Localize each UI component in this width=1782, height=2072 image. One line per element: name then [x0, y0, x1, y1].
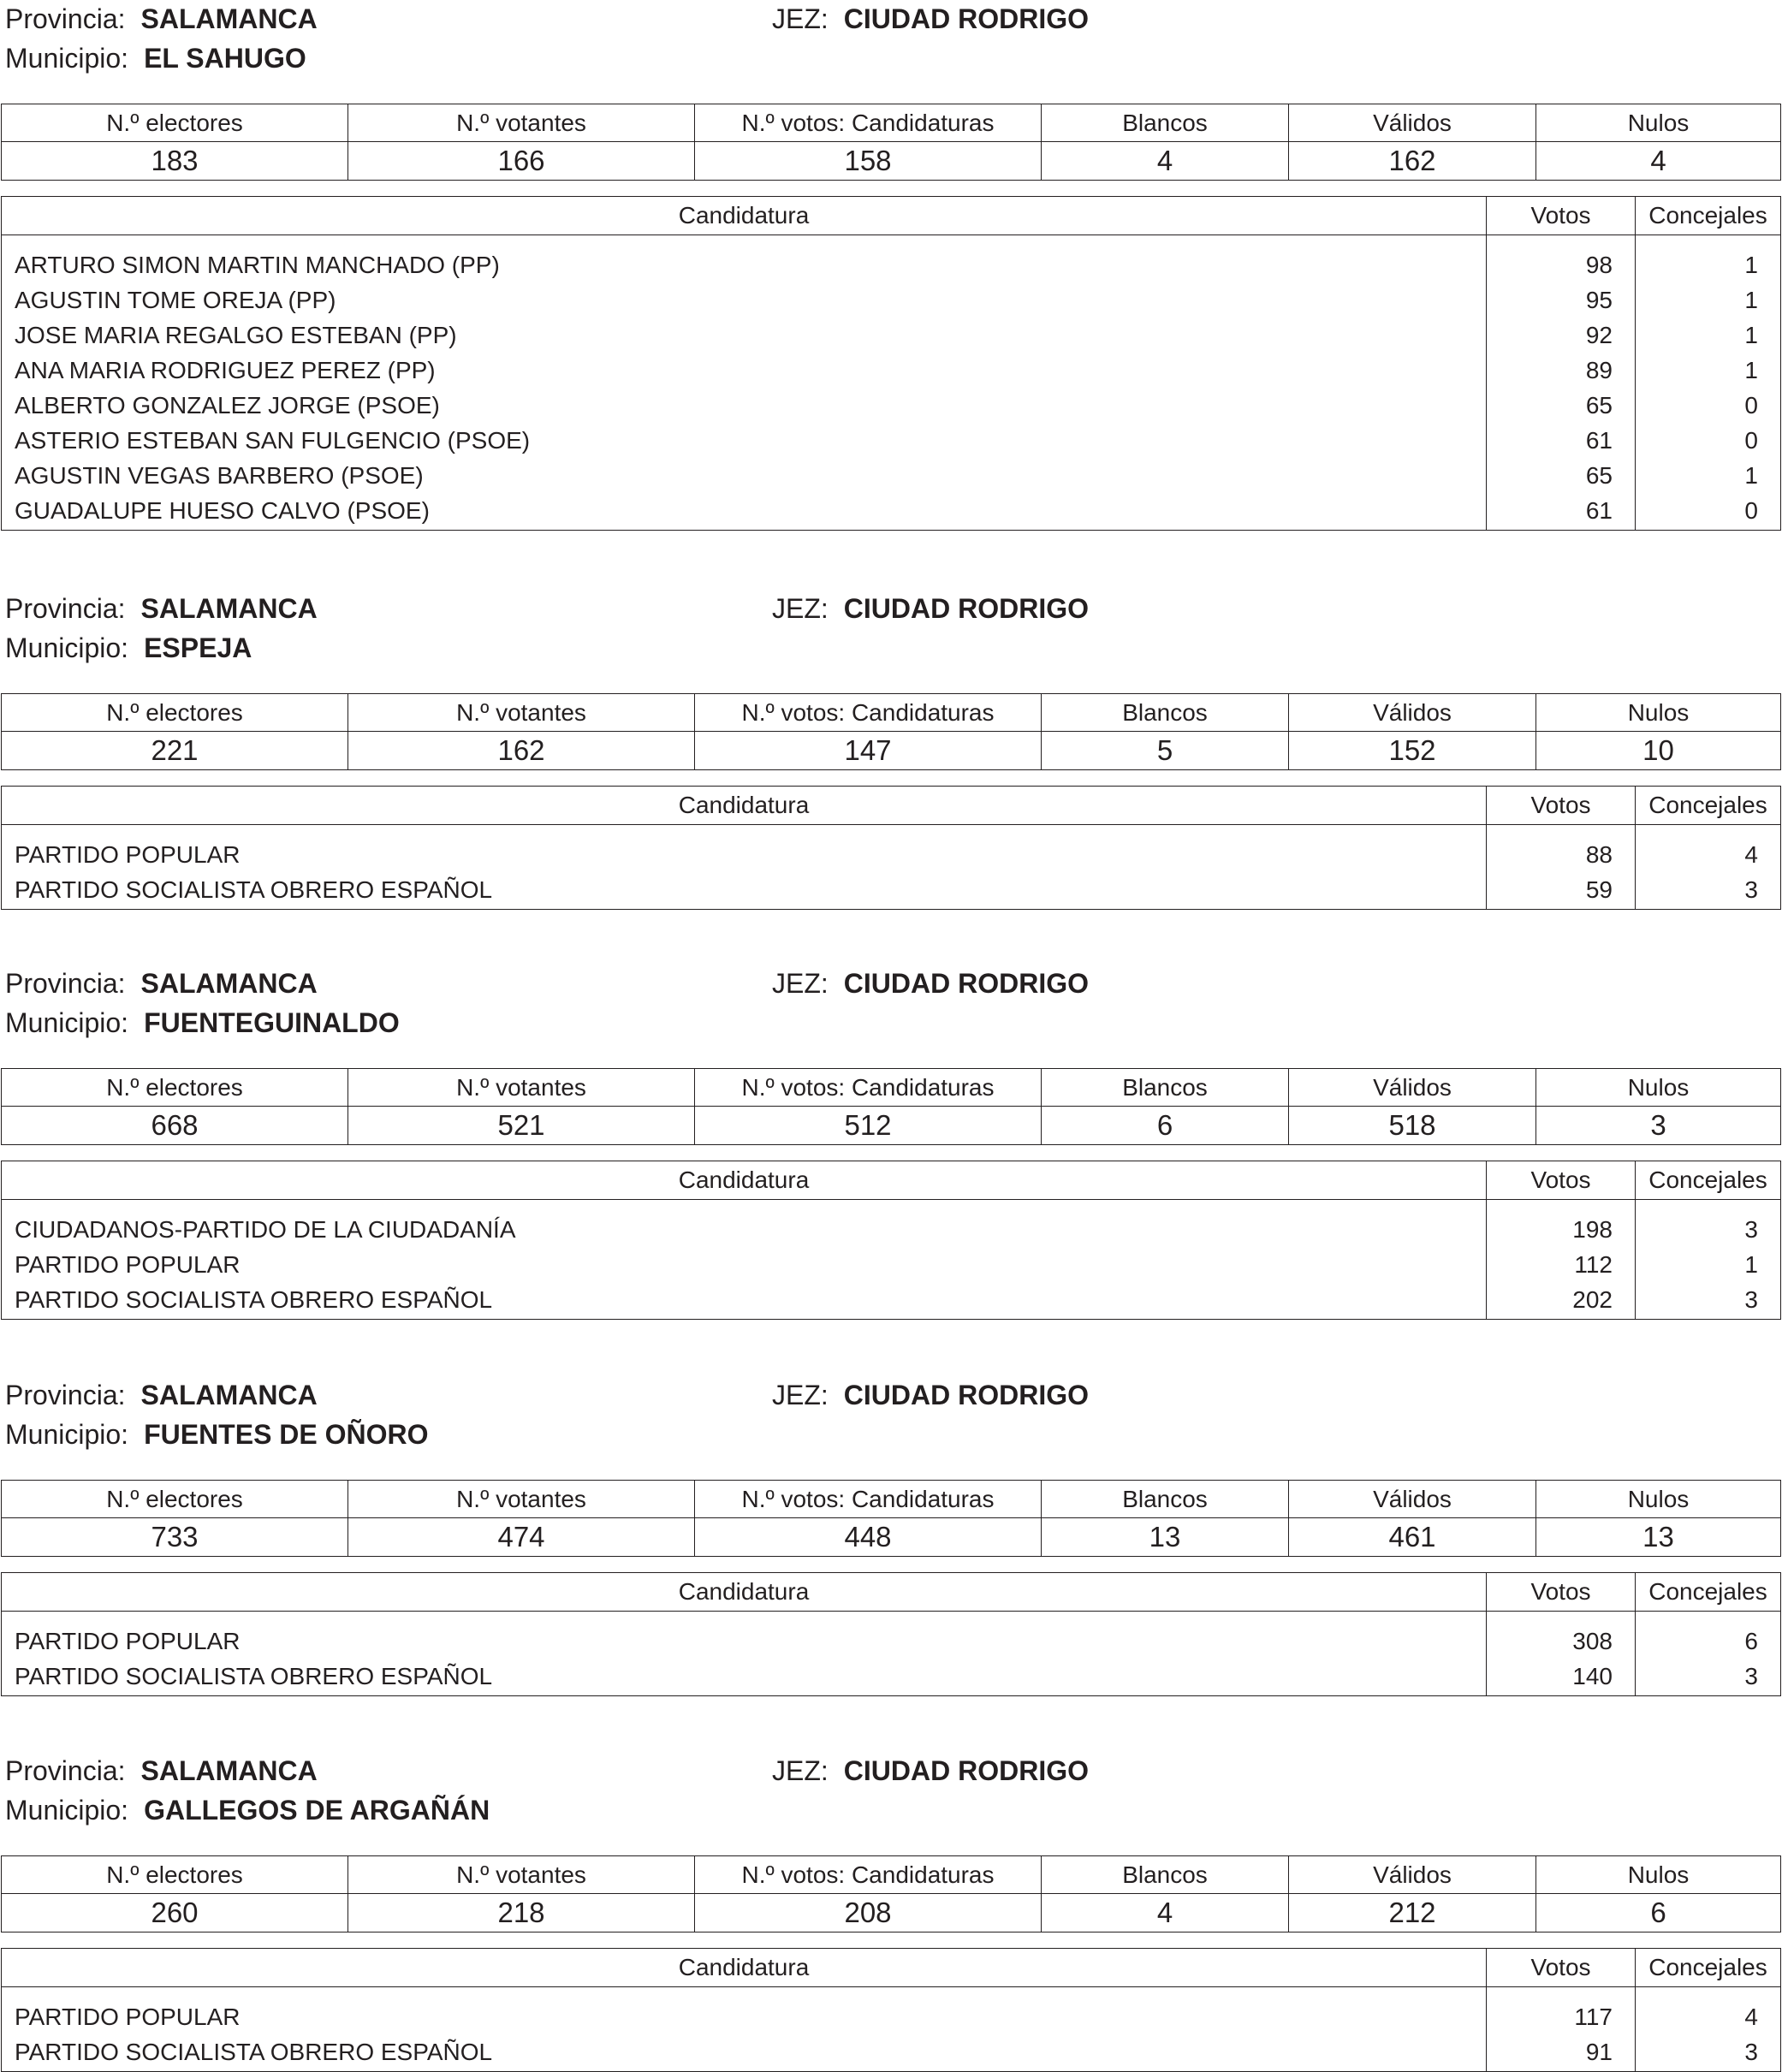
candidatura-name: CIUDADANOS-PARTIDO DE LA CIUDADANÍA	[2, 1200, 1487, 1248]
concejales-value: 0	[1636, 388, 1781, 423]
candidatura-name: GUADALUPE HUESO CALVO (PSOE)	[2, 493, 1487, 531]
summary-header-validos: Válidos	[1289, 104, 1536, 142]
concejales-value: 3	[1636, 1282, 1781, 1320]
jez-label: JEZ:	[772, 593, 829, 624]
provincia-line	[5, 966, 318, 1000]
summary-header-votos_cand: N.º votos: Candidaturas	[695, 1856, 1042, 1894]
table-row	[2, 1987, 1781, 2035]
votos-value: 117	[1487, 1987, 1636, 2035]
summary-value-validos: 518	[1289, 1107, 1536, 1145]
candidatura-header: Candidatura	[2, 1161, 1487, 1200]
candidatura-name: PARTIDO SOCIALISTA OBRERO ESPAÑOL	[2, 1282, 1487, 1320]
summary-header-nulos: Nulos	[1536, 1481, 1781, 1518]
municipio-line	[5, 1793, 490, 1827]
jez-line	[772, 1754, 1089, 1788]
provincia-label: Provincia:	[5, 3, 126, 34]
summary-value-blancos: 5	[1042, 732, 1289, 770]
concejales-header: Concejales	[1636, 787, 1781, 825]
provincia-line	[5, 1378, 318, 1412]
municipio-value: FUENTEGUINALDO	[144, 1007, 400, 1038]
concejales-value: 1	[1636, 353, 1781, 388]
municipio-value: EL SAHUGO	[144, 43, 306, 74]
summary-header-row	[2, 1069, 1781, 1107]
summary-header-validos: Válidos	[1289, 1069, 1536, 1107]
jez-label: JEZ:	[772, 3, 829, 34]
summary-header-validos: Válidos	[1289, 1856, 1536, 1894]
summary-values-row	[2, 732, 1781, 770]
summary-header-electores: N.º electores	[2, 104, 348, 142]
table-row	[2, 423, 1781, 458]
summary-header-blancos: Blancos	[1042, 1069, 1289, 1107]
jez-value: CIUDAD RODRIGO	[843, 3, 1089, 34]
votos-value: 91	[1487, 2034, 1636, 2072]
concejales-header: Concejales	[1636, 197, 1781, 235]
summary-header-blancos: Blancos	[1042, 104, 1289, 142]
summary-value-votantes: 218	[348, 1894, 695, 1932]
summary-header-blancos: Blancos	[1042, 694, 1289, 732]
summary-header-blancos: Blancos	[1042, 1481, 1289, 1518]
summary-table	[1, 1480, 1781, 1557]
jez-value: CIUDAD RODRIGO	[843, 1380, 1089, 1410]
table-row	[2, 493, 1781, 531]
votos-value: 65	[1487, 458, 1636, 493]
summary-value-nulos: 10	[1536, 732, 1781, 770]
municipio-value: FUENTES DE OÑORO	[144, 1419, 429, 1450]
candidaturas-header-row	[2, 1949, 1781, 1987]
candidatura-name: JOSE MARIA REGALGO ESTEBAN (PP)	[2, 318, 1487, 353]
votos-value: 88	[1487, 825, 1636, 873]
concejales-value: 1	[1636, 1247, 1781, 1282]
summary-value-blancos: 13	[1042, 1518, 1289, 1557]
votos-value: 198	[1487, 1200, 1636, 1248]
candidatura-header: Candidatura	[2, 1573, 1487, 1612]
concejales-value: 1	[1636, 235, 1781, 283]
table-row	[2, 318, 1781, 353]
table-row	[2, 2034, 1781, 2072]
summary-value-votantes: 474	[348, 1518, 695, 1557]
summary-header-votos_cand: N.º votos: Candidaturas	[695, 104, 1042, 142]
provincia-line	[5, 591, 318, 626]
summary-value-votos_cand: 158	[695, 142, 1042, 181]
summary-header-row	[2, 694, 1781, 732]
summary-value-votos_cand: 208	[695, 1894, 1042, 1932]
provincia-label: Provincia:	[5, 593, 126, 624]
summary-header-votos_cand: N.º votos: Candidaturas	[695, 1481, 1042, 1518]
summary-value-blancos: 6	[1042, 1107, 1289, 1145]
table-row	[2, 1282, 1781, 1320]
jez-value: CIUDAD RODRIGO	[843, 968, 1089, 999]
candidatura-header: Candidatura	[2, 1949, 1487, 1987]
summary-values-row	[2, 1518, 1781, 1557]
summary-value-electores: 733	[2, 1518, 348, 1557]
jez-line	[772, 966, 1089, 1000]
concejales-value: 3	[1636, 1659, 1781, 1696]
summary-value-validos: 461	[1289, 1518, 1536, 1557]
votos-value: 202	[1487, 1282, 1636, 1320]
summary-value-votantes: 162	[348, 732, 695, 770]
municipio-value: ESPEJA	[144, 632, 252, 663]
table-row	[2, 353, 1781, 388]
municipio-label: Municipio:	[5, 632, 129, 663]
summary-value-blancos: 4	[1042, 1894, 1289, 1932]
summary-header-votantes: N.º votantes	[348, 1856, 695, 1894]
votos-value: 59	[1487, 872, 1636, 910]
votos-value: 140	[1487, 1659, 1636, 1696]
provincia-value: SALAMANCA	[140, 968, 318, 999]
summary-value-votos_cand: 512	[695, 1107, 1042, 1145]
candidaturas-header-row	[2, 1161, 1781, 1200]
candidatura-name: ARTURO SIMON MARTIN MANCHADO (PP)	[2, 235, 1487, 283]
summary-header-nulos: Nulos	[1536, 104, 1781, 142]
municipio-label: Municipio:	[5, 43, 129, 74]
candidatura-name: PARTIDO POPULAR	[2, 1612, 1487, 1659]
summary-values-row	[2, 1107, 1781, 1145]
summary-header-validos: Válidos	[1289, 694, 1536, 732]
summary-header-nulos: Nulos	[1536, 1856, 1781, 1894]
concejales-header: Concejales	[1636, 1573, 1781, 1612]
summary-header-validos: Válidos	[1289, 1481, 1536, 1518]
candidatura-name: AGUSTIN VEGAS BARBERO (PSOE)	[2, 458, 1487, 493]
votos-value: 112	[1487, 1247, 1636, 1282]
concejales-value: 1	[1636, 282, 1781, 318]
concejales-value: 1	[1636, 458, 1781, 493]
jez-value: CIUDAD RODRIGO	[843, 593, 1089, 624]
summary-value-validos: 162	[1289, 142, 1536, 181]
votos-value: 92	[1487, 318, 1636, 353]
candidatura-name: PARTIDO POPULAR	[2, 825, 1487, 873]
provincia-value: SALAMANCA	[140, 593, 318, 624]
table-row	[2, 1247, 1781, 1282]
summary-values-row	[2, 1894, 1781, 1932]
summary-value-nulos: 4	[1536, 142, 1781, 181]
municipio-line	[5, 41, 306, 75]
summary-header-electores: N.º electores	[2, 1856, 348, 1894]
summary-header-electores: N.º electores	[2, 1481, 348, 1518]
concejales-value: 0	[1636, 493, 1781, 531]
summary-value-votos_cand: 448	[695, 1518, 1042, 1557]
provincia-value: SALAMANCA	[140, 1380, 318, 1410]
municipio-line	[5, 1006, 400, 1040]
candidatura-name: ALBERTO GONZALEZ JORGE (PSOE)	[2, 388, 1487, 423]
provincia-label: Provincia:	[5, 1755, 126, 1786]
summary-header-blancos: Blancos	[1042, 1856, 1289, 1894]
municipio-line	[5, 1417, 429, 1452]
municipio-value: GALLEGOS DE ARGAÑÁN	[144, 1795, 490, 1826]
summary-header-votantes: N.º votantes	[348, 104, 695, 142]
summary-header-row	[2, 104, 1781, 142]
votos-value: 95	[1487, 282, 1636, 318]
provincia-line	[5, 2, 318, 36]
summary-value-votantes: 166	[348, 142, 695, 181]
table-row	[2, 825, 1781, 873]
candidaturas-table	[1, 786, 1781, 910]
municipio-label: Municipio:	[5, 1795, 129, 1826]
candidaturas-header-row	[2, 197, 1781, 235]
jez-label: JEZ:	[772, 968, 829, 999]
summary-header-nulos: Nulos	[1536, 694, 1781, 732]
candidatura-name: ASTERIO ESTEBAN SAN FULGENCIO (PSOE)	[2, 423, 1487, 458]
candidatura-name: PARTIDO POPULAR	[2, 1247, 1487, 1282]
candidatura-header: Candidatura	[2, 787, 1487, 825]
votos-value: 98	[1487, 235, 1636, 283]
concejales-value: 6	[1636, 1612, 1781, 1659]
summary-header-electores: N.º electores	[2, 1069, 348, 1107]
jez-line	[772, 2, 1089, 36]
jez-value: CIUDAD RODRIGO	[843, 1755, 1089, 1786]
provincia-label: Provincia:	[5, 1380, 126, 1410]
provincia-value: SALAMANCA	[140, 1755, 318, 1786]
candidaturas-table	[1, 196, 1781, 531]
candidatura-name: ANA MARIA RODRIGUEZ PEREZ (PP)	[2, 353, 1487, 388]
concejales-value: 4	[1636, 1987, 1781, 2035]
concejales-value: 3	[1636, 872, 1781, 910]
provincia-line	[5, 1754, 318, 1788]
summary-table	[1, 1068, 1781, 1145]
concejales-value: 3	[1636, 1200, 1781, 1248]
summary-value-nulos: 13	[1536, 1518, 1781, 1557]
concejales-value: 3	[1636, 2034, 1781, 2072]
summary-header-row	[2, 1856, 1781, 1894]
votos-value: 65	[1487, 388, 1636, 423]
concejales-header: Concejales	[1636, 1949, 1781, 1987]
summary-value-electores: 183	[2, 142, 348, 181]
table-row	[2, 458, 1781, 493]
candidaturas-table	[1, 1572, 1781, 1696]
summary-value-votos_cand: 147	[695, 732, 1042, 770]
summary-header-votantes: N.º votantes	[348, 1481, 695, 1518]
summary-header-votos_cand: N.º votos: Candidaturas	[695, 1069, 1042, 1107]
summary-values-row	[2, 142, 1781, 181]
candidaturas-table	[1, 1948, 1781, 2072]
summary-header-votos_cand: N.º votos: Candidaturas	[695, 694, 1042, 732]
votos-value: 61	[1487, 423, 1636, 458]
candidatura-name: PARTIDO SOCIALISTA OBRERO ESPAÑOL	[2, 872, 1487, 910]
concejales-value: 4	[1636, 825, 1781, 873]
candidatura-header: Candidatura	[2, 197, 1487, 235]
candidatura-name: PARTIDO SOCIALISTA OBRERO ESPAÑOL	[2, 1659, 1487, 1696]
candidatura-name: PARTIDO SOCIALISTA OBRERO ESPAÑOL	[2, 2034, 1487, 2072]
votos-value: 89	[1487, 353, 1636, 388]
summary-header-row	[2, 1481, 1781, 1518]
summary-value-blancos: 4	[1042, 142, 1289, 181]
votos-value: 61	[1487, 493, 1636, 531]
candidaturas-header-row	[2, 787, 1781, 825]
concejales-value: 1	[1636, 318, 1781, 353]
jez-label: JEZ:	[772, 1380, 829, 1410]
concejales-header: Concejales	[1636, 1161, 1781, 1200]
jez-line	[772, 591, 1089, 626]
summary-value-validos: 152	[1289, 732, 1536, 770]
concejales-value: 0	[1636, 423, 1781, 458]
summary-header-votantes: N.º votantes	[348, 1069, 695, 1107]
summary-value-electores: 260	[2, 1894, 348, 1932]
summary-table	[1, 693, 1781, 770]
summary-value-votantes: 521	[348, 1107, 695, 1145]
municipio-label: Municipio:	[5, 1419, 129, 1450]
summary-value-electores: 221	[2, 732, 348, 770]
municipio-label: Municipio:	[5, 1007, 129, 1038]
summary-header-votantes: N.º votantes	[348, 694, 695, 732]
votos-header: Votos	[1487, 787, 1636, 825]
votos-header: Votos	[1487, 1949, 1636, 1987]
provincia-label: Provincia:	[5, 968, 126, 999]
summary-table	[1, 104, 1781, 181]
summary-value-nulos: 3	[1536, 1107, 1781, 1145]
table-row	[2, 1659, 1781, 1696]
candidaturas-table	[1, 1161, 1781, 1320]
table-row	[2, 282, 1781, 318]
votos-value: 308	[1487, 1612, 1636, 1659]
jez-line	[772, 1378, 1089, 1412]
jez-label: JEZ:	[772, 1755, 829, 1786]
table-row	[2, 1612, 1781, 1659]
summary-value-nulos: 6	[1536, 1894, 1781, 1932]
table-row	[2, 872, 1781, 910]
table-row	[2, 1200, 1781, 1248]
summary-header-electores: N.º electores	[2, 694, 348, 732]
summary-value-validos: 212	[1289, 1894, 1536, 1932]
votos-header: Votos	[1487, 197, 1636, 235]
table-row	[2, 235, 1781, 283]
summary-value-electores: 668	[2, 1107, 348, 1145]
provincia-value: SALAMANCA	[140, 3, 318, 34]
candidaturas-header-row	[2, 1573, 1781, 1612]
summary-table	[1, 1855, 1781, 1932]
table-row	[2, 388, 1781, 423]
votos-header: Votos	[1487, 1573, 1636, 1612]
summary-header-nulos: Nulos	[1536, 1069, 1781, 1107]
votos-header: Votos	[1487, 1161, 1636, 1200]
candidatura-name: AGUSTIN TOME OREJA (PP)	[2, 282, 1487, 318]
municipio-line	[5, 631, 252, 665]
candidatura-name: PARTIDO POPULAR	[2, 1987, 1487, 2035]
